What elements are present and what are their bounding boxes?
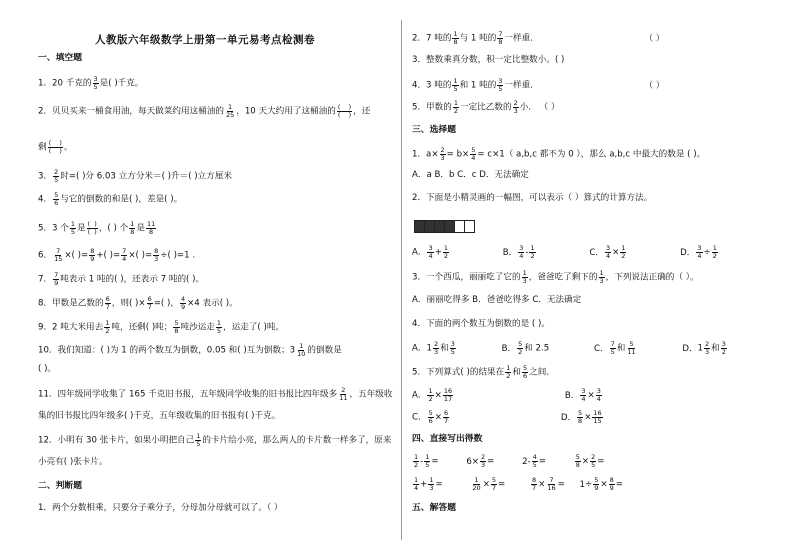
choice-4: 4．下面的两个数互为倒数的是 ( )。 [412, 319, 550, 329]
column-divider [401, 20, 402, 540]
section-choice: 三、选择题 [412, 125, 456, 135]
question-11: 11．四年级同学收集了 165 千克旧书报，五年级同学收集的旧书报比四年级多 $\frac{2}{11}$ ，五年级收 [38, 386, 393, 402]
fraction: $\frac{1}{25}$ [225, 103, 235, 119]
choice-1-options: A．a B．b C．c D．无法确定 [412, 170, 529, 180]
question-7: 7． $\frac{7}{9}$ 吨表示 1 吨的( )，还表示 7 吨的( )。 [38, 271, 205, 287]
question-8: 8．甲数是乙数的 $\frac{6}{7}$ ，则( )× $\frac{6}{7}$ =( )， $\frac{4}{9}$ ×4 表示( )。 [38, 295, 238, 311]
question-12-cont: 小亮有( )张卡片。 [38, 457, 108, 467]
empty-cell [464, 220, 475, 233]
judge-1: 1．两个分数相乘，只要分子乘分子，分母加分母就可以了。（ ） [38, 503, 283, 513]
choice-2: 2．下面是小精灵画的一幅图，可以表示（ ）算式的计算方法。 [412, 193, 653, 203]
question-3: 3． $\frac{2}{5}$ 时=( )分 6.03 立方分米＝( )升＝( )立方厘米 [38, 168, 233, 184]
section-solve: 五、解答题 [412, 503, 456, 513]
judge-4: 4．3 吨的 $\frac{1}{5}$ 和 1 吨的 $\frac{3}{5}$ 一样重． （ ） [412, 77, 665, 93]
question-9: 9．2 吨大米用去 $\frac{1}{2}$ 吨，还剩( )吨； $\frac{5}{8}$ 吨沙运走 $\frac{1}{5}$ ，运走了( )吨。 [38, 319, 285, 335]
question-2: 2．贝贝买来一桶食用油，每天做菜约用这桶油的 $\frac{1}{25}$ ，10 天大约用了这桶油的 $\frac{( )}{( )}$ ，还 [38, 103, 371, 119]
choice-5-options-cd: C． $\frac{5}{6}$ × $\frac{6}{7}$ D． $\frac{5}{8}$ × $\frac{16}{15}$ [412, 409, 602, 425]
question-11-cont: 集的旧书报比四年级多( )千克，五年级收集的旧书报有( )千克。 [38, 411, 281, 421]
choice-5: 5．下列算式( )的结果在 $\frac{1}{2}$ 和 $\frac{5}{6}$ 之间． [412, 364, 555, 380]
judge-2: 2．7 吨的 $\frac{1}{8}$ 与 1 吨的 $\frac{7}{8}$ 一样重． （ ） [412, 30, 665, 46]
question-6: 6． $\frac{7}{15}$ ×( )= $\frac{8}{9}$ +( )= $\frac{7}{4}$ ×( )= $\frac{8}{3}$ ÷( )=1 . [38, 247, 196, 263]
calc-row-1: $\frac{1}{2}$ - $\frac{1}{5}$ = 6× $\frac{2}{3}$ = 2- $\frac{4}{5}$ = $\frac{5}{8}$ × $\frac{2}{5}$ = [414, 453, 605, 469]
calc-row-2: $\frac{1}{4}$ + $\frac{1}{3}$ = $\frac{1}{20}$ × $\frac{5}{7}$ = $\frac{8}{7}$ × $\frac{7}{16}$ = 1÷ $\frac{5}{9}$ × $\frac{8}{9}$ = [414, 476, 623, 492]
fraction-diagram [414, 220, 474, 233]
choice-3: 3．一个西瓜，丽丽吃了它的 $\frac{1}{3}$ ，爸爸吃了剩下的 $\frac{1}{3}$ ，下列说法正确的（ ）。 [412, 269, 699, 285]
question-5: 5．3 个 $\frac{1}{5}$ 是 $\frac{( )}{( )}$ ，( ) 个 $\frac{1}{8}$ 是 $\frac{11}{8}$ [38, 220, 156, 236]
page-title: 人教版六年级数学上册第一单元易考点检测卷 [95, 34, 315, 46]
choice-4-options: A．1 $\frac{2}{3}$ 和 $\frac{3}{5}$ B． $\frac{5}{2}$ 和 2.5 C． $\frac{7}{5}$ 和 $\frac{5}{11}$ D．1 $\frac{2}{3}$ 和 $\frac{3}{2}$ [412, 340, 726, 356]
question-4: 4． $\frac{5}{6}$ 与它的倒数的和是( )，差是( )。 [38, 191, 183, 207]
choice-2-options: A． $\frac{3}{4}$ + $\frac{1}{2}$ B． $\frac{3}{4}$ - $\frac{1}{2}$ C． $\frac{3}{4}$ × $\frac{1}{2}$ D． $\frac{3}{4}$ ÷ $\frac{1}{2}$ [412, 244, 717, 260]
choice-1: 1．a× $\frac{2}{3}$ = b× $\frac{5}{4}$ = c×1（ a,b,c 都不为 0 ），那么 a,b,c 中最大的数是 ( )。 [412, 146, 706, 162]
question-10: 10．我们知道：( )为 1 的两个数互为倒数，0.05 和( )互为倒数；3 $\frac{1}{10}$ 的倒数是 [38, 342, 342, 358]
fraction-blank[interactable]: $\frac{( )}{( )}$ [337, 103, 352, 119]
section-judge: 二、判断题 [38, 481, 82, 491]
question-1: 1．20 千克的 $\frac{3}{5}$ 是( )千克。 [38, 75, 144, 91]
question-2-cont: 剩 $\frac{( )}{( )}$ 。 [38, 139, 73, 155]
choice-5-options-ab: A． $\frac{1}{2}$ × $\frac{16}{17}$ B． $\frac{3}{4}$ × $\frac{3}{4}$ [412, 387, 601, 403]
section-mental-math: 四、直接写出得数 [412, 434, 483, 444]
question-10-cont: ( )。 [38, 364, 57, 374]
judge-5: 5．甲数的 $\frac{1}{2}$ 一定比乙数的 $\frac{2}{3}$ 小． （ ） [412, 99, 560, 115]
judge-3: 3．整数乘真分数，积一定比整数小。( ) [412, 55, 565, 65]
question-12: 12．小明有 30 张卡片，如果小明把自己 $\frac{1}{5}$ 的卡片给小亮，那么两人的卡片数一样多了，原来 [38, 432, 392, 448]
choice-3-options: A．丽丽吃得多 B．爸爸吃得多 C．无法确定 [412, 295, 582, 305]
fraction-blank[interactable]: $\frac{( )}{( )}$ [48, 139, 62, 155]
section-fill-in: 一、填空题 [38, 53, 82, 63]
fraction: $\frac{3}{5}$ [93, 75, 98, 91]
